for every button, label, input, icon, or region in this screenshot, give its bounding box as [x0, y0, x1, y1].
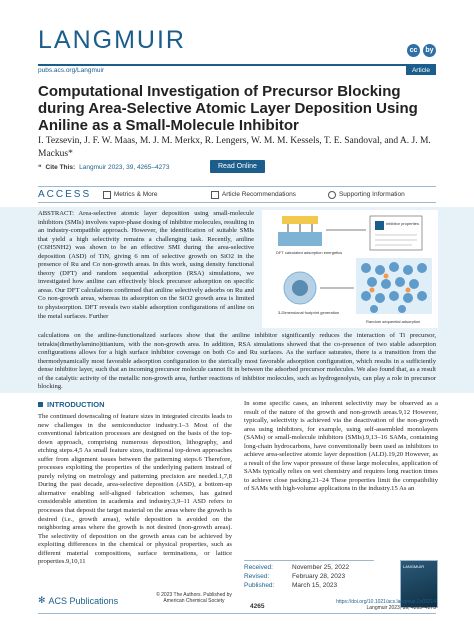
metrics-link[interactable]	[103, 191, 211, 199]
cite-line	[38, 163, 169, 171]
doi-link[interactable]: https://doi.org/10.1021/acs.langmuir.2c03214	[336, 599, 436, 605]
intro-paragraph-right: In some specific cases, an inherent selectivity may be observed as a result of the nature of the growth and non-growth areas.9,12 However, typically, selectivity is achieved via the deactivation of the non-growth area using inhibitors, for example, using self-assembled monolayers (SAMs) or small-molecule inhibitors (SMIs).9,13–16 SAMs, containing long-chain hydrocarbons, have conventionally been used as inhibitors to achieve area-selective atomic layer deposition (ALD).19,20 However, as a result of the low vapor pressure of these large molecules, application of SAMs typically relies on wet chemistry and requires long reaction times to achieve close packing.21–24 These properties limit the compatibility of SAMs with high-volume applications in the industry.15 As an	[244, 400, 438, 493]
toc-label-3d: 3-Dimensional footprint generation	[278, 310, 340, 315]
footer-rule	[38, 613, 436, 614]
abstract-text-bottom: calculations on the aniline-functionalized surfaces show that the aniline inhibitor significantly reduces the interaction of Ti precursor, tetrakis(dimethylamino)titanium, with the non-growth area. In addition, RSA simulations showed that the co-presence of two stable adsorption configurations allows for a high surface inhibitor coverage on both Co and Ru surfaces. As the surface saturates, there is a transition from the thermodynamically most favorable adsorption configuration to the sterically most favorable adsorption configuration, which results in a sufficiently dense inhibitor layer, such that an incoming precursor molecule cannot fit in between the adsorbed precursor molecules. We also found that, as a result of the catalytic activity of the metallic non-growth area, further reactions of inhibitor molecules, such as hydrogenolysis, can play a role in precursor blocking.	[38, 332, 436, 391]
recommendations-link[interactable]	[211, 191, 328, 199]
by-icon: by	[423, 44, 436, 57]
journal-name[interactable]: LANGMUIR	[38, 26, 186, 54]
page-number: 4265	[250, 603, 265, 610]
journal-url-link[interactable]: pubs.acs.org/Langmuir	[38, 67, 105, 74]
header-rule	[38, 64, 436, 66]
acs-publications-logo[interactable]	[38, 595, 118, 606]
toc-graphic	[262, 210, 438, 328]
toc-label-rsa: Random sequential adsorption	[366, 319, 421, 324]
intro-heading-text: INTRODUCTION	[47, 400, 105, 409]
abstract-text-top: ABSTRACT: Area-selective atomic layer deposition using small-molecule inhibitors (SMIs) involves vapor-phase dosing of inhibitor molecules, resulting in an industry-compatible approach. However, the identification of suitable SMIs that yield a high selectivity remains a challenging task. Recently, aniline (C6H5NH2) was shown to be an effective SMI during the area-selective deposition (ASD) of TiN, giving 6 nm of selective growth on SiO2 in the presence of Ru and Co non-growth areas. In this work, using density functional theory (DFT) and random sequential adsorption (RSA) simulations, we investigated how aniline can effectively block precursor adsorption on specific areas. Our DFT calculations confirmed that aniline selectively adsorbs on Ru and Co non-growth areas, whereas its adsorption on the SiO2 growth area is limited to physisorption. DFT reveals two stable adsorption configurations of aniline on the metal surfaces. Further	[38, 210, 254, 320]
cite-label: Cite This:	[45, 163, 76, 171]
date-revised: Revised: February 28, 2023	[244, 573, 346, 580]
read-online-button[interactable]: Read Online	[210, 160, 265, 173]
supporting-info-label: Supporting Information	[338, 191, 405, 198]
document-icon	[211, 191, 219, 199]
access-label: ACCESS	[38, 189, 92, 200]
toc-label-inhibitor: inhibitor properties	[386, 221, 419, 226]
article-dates	[244, 560, 374, 590]
quote-icon: ❝	[38, 164, 42, 171]
section-square-icon	[38, 402, 43, 407]
intro-column-right	[244, 400, 438, 494]
cc-icon: cc	[407, 44, 420, 57]
article-type-badge: Article	[406, 66, 436, 75]
paper-title: Computational Investigation of Precursor Blocking during Area-Selective Atomic Layer Deposition Using Aniline as a Small-Molecule Inhibitor	[38, 83, 418, 134]
intro-paragraph: The continued downscaling of feature sizes in integrated circuits leads to new challenges in the semiconductor industry.1–3 Most of the conventional fabrication processes are designed on the basis of the top-down approach, comprising numerous deposition, lithography, and etching steps.4,5 As small feature sizes, traditional top-down approaches suffer from alignment issues between the patterning steps.6 Therefore, processes exploiting the properties of the underlying pattern instead of purely relying on metrology and patterning precision are needed.1,7,8 During the past decade, area-selective deposition (ASD), a bottom-up alternative enabling self-aligned fabrication schemes, has gained considerable attention in academia and industry.3,9–11 ASD refers to processes that deposit the target material on the areas where the growth is desired (i.e., growth areas), while deposition is avoided on the neighboring areas where the growth is not desired (non-growth areas). The selectivity of deposition on the growth areas can be achieved by exploiting differences in the chemical or physical properties, such as different material compositions, surface terminations, or lattice properties.9,10,11	[38, 413, 232, 566]
plus-circle-icon	[328, 191, 336, 199]
footer-citation: Langmuir 2023, 39, 4265–4273	[366, 605, 436, 611]
acs-publications-text: ACS Publications	[48, 595, 119, 606]
copyright-notice: © 2023 The Authors. Published by American Chemical Society	[156, 592, 232, 604]
chart-icon	[103, 191, 111, 199]
author-list[interactable]: I. Tezsevin, J. F. W. Maas, M. J. M. Merkx, R. Lengers, W. M. M. Kessels, T. E. Sandoval, and A. J. M. Mackus*	[38, 136, 431, 159]
cite-reference-link[interactable]: Langmuir 2023, 39, 4265–4273	[79, 163, 170, 171]
metrics-label: Metrics & More	[113, 191, 158, 198]
toc-label-dft: DFT calculated adsorption energetics	[276, 250, 343, 255]
cover-title: LANGMUIR	[403, 564, 425, 569]
access-bar	[38, 186, 436, 203]
date-published: Published: March 15, 2023	[244, 582, 338, 589]
supporting-info-link[interactable]	[328, 191, 436, 199]
doi-block	[336, 599, 436, 611]
open-access-badges	[407, 44, 436, 57]
acs-logo-icon: ✻	[38, 595, 46, 605]
date-received: Received: November 25, 2022	[244, 564, 350, 571]
intro-heading	[38, 400, 232, 409]
intro-column-left	[38, 400, 232, 567]
recommendations-label: Article Recommendations	[221, 191, 296, 198]
